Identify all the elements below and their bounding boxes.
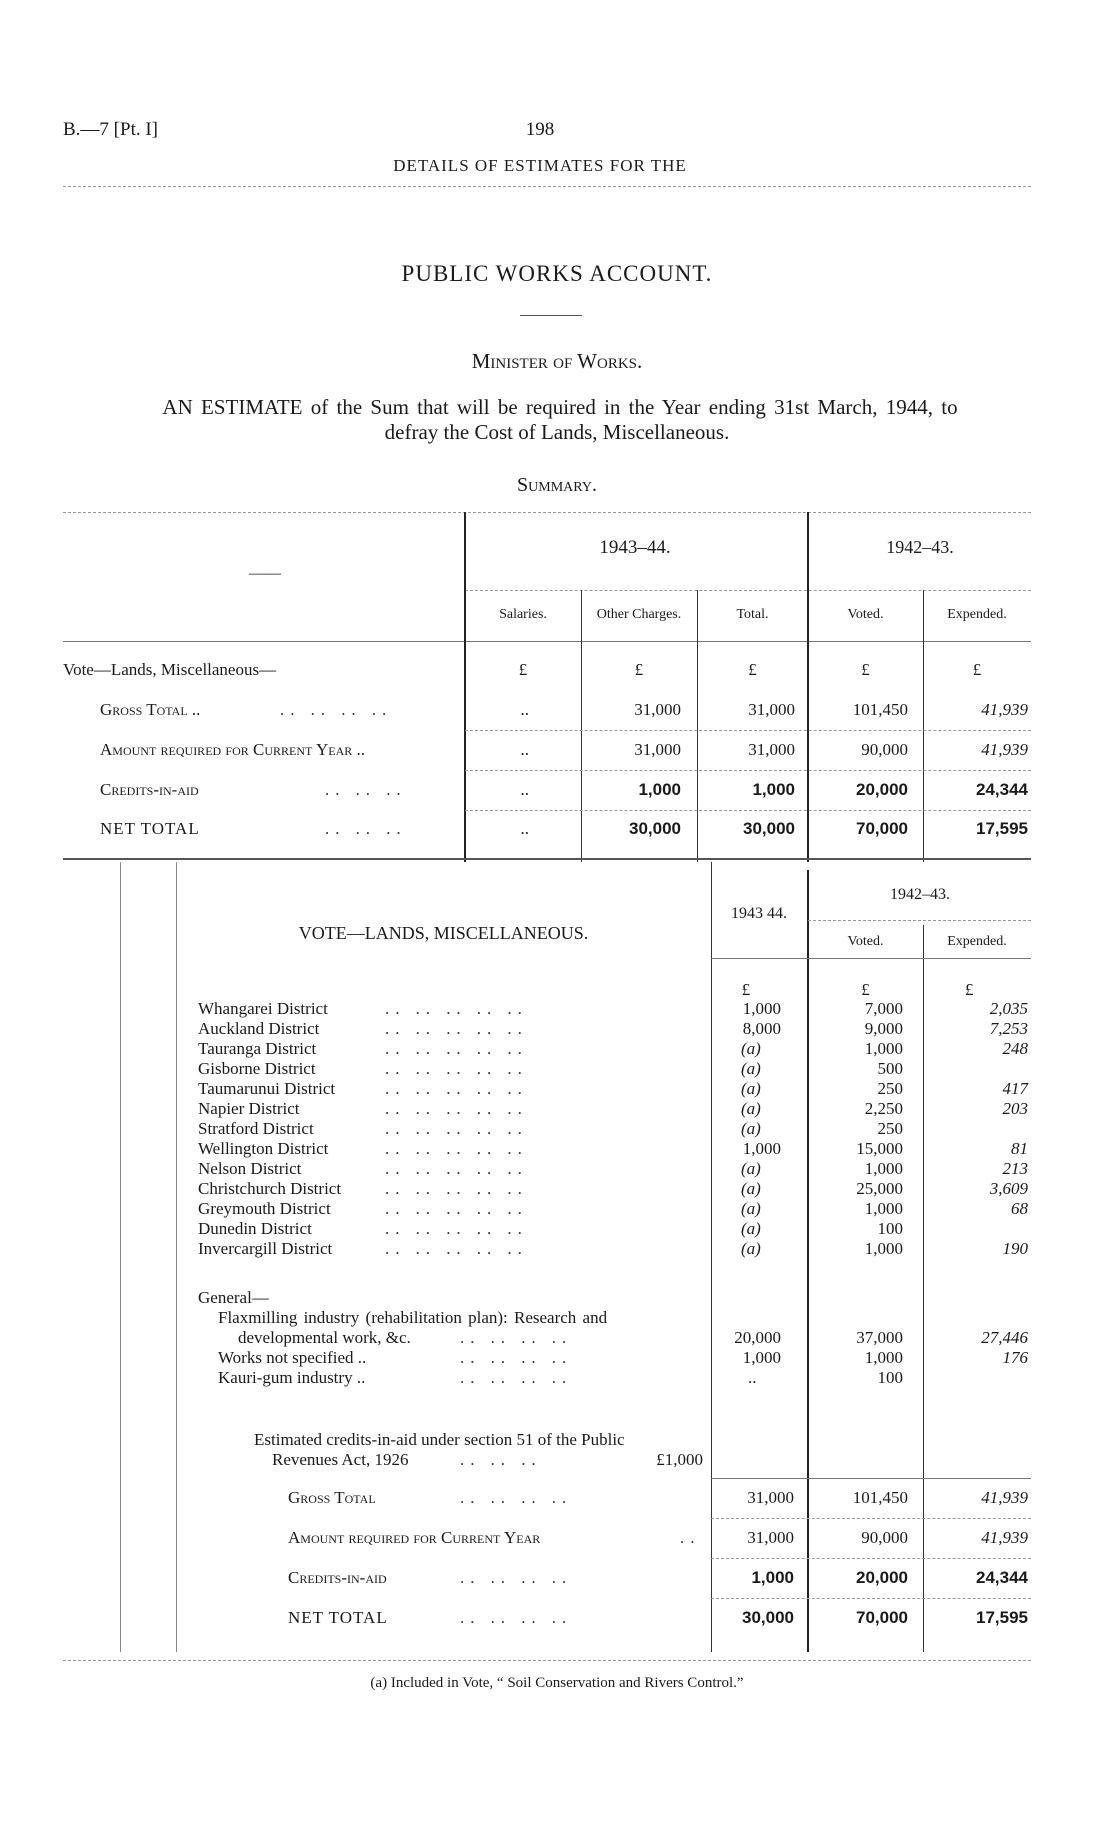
district-expended: 190: [1002, 1239, 1028, 1258]
currency-symbol: £: [965, 980, 974, 999]
summary-row-dots: .. .. ..: [325, 819, 407, 838]
currency-symbol: £: [861, 980, 870, 999]
district-name: Dunedin District: [198, 1219, 312, 1238]
summary-cell: 101,450: [852, 700, 908, 719]
row-dots: .. .. .. .. ..: [385, 1079, 528, 1098]
summary-cell: 17,595: [976, 819, 1028, 838]
row-dots: .. .. .. .. ..: [385, 1159, 528, 1178]
district-voted: 1,000: [864, 1159, 903, 1178]
detail-year-rule: [808, 920, 1031, 921]
total-expended: 17,595: [976, 1608, 1028, 1627]
summary-cell: 31,000: [748, 740, 795, 759]
district-voted: 15,000: [856, 1139, 903, 1158]
district-name: Invercargill District: [198, 1239, 333, 1258]
col-salaries: Salaries.: [499, 607, 547, 622]
summary-row-rule: [465, 770, 1031, 771]
district-expended: 248: [1002, 1039, 1028, 1058]
detail-vrule: [176, 862, 177, 1652]
total-label: NET TOTAL: [288, 1608, 388, 1627]
district-current: 8,000: [742, 1019, 781, 1038]
summary-heading: Summary.: [517, 474, 597, 496]
district-current: 1,000: [742, 1139, 781, 1158]
detail-heading: VOTE—LANDS, MISCELLANEOUS.: [298, 923, 589, 943]
detail-year-prev: 1942–43.: [890, 886, 950, 903]
minister-heading: Minister of Works.: [471, 349, 643, 373]
district-current: (a): [741, 1219, 761, 1238]
summary-cell: 31,000: [748, 700, 795, 719]
row-dots: .. .. .. ..: [460, 1488, 573, 1507]
row-dots: .. .. .. .. ..: [385, 1059, 528, 1078]
row-dots: .. .. .. .. ..: [385, 1139, 528, 1158]
footnote: (a) Included in Vote, “ Soil Conservation and Rivers Control.”: [370, 1675, 744, 1691]
summary-cell: 1,000: [638, 780, 681, 799]
row-dots: .. .. .. .. ..: [385, 1219, 528, 1238]
district-voted: 9,000: [864, 1019, 903, 1038]
district-voted: 1,000: [864, 1039, 903, 1058]
total-voted: 101,450: [852, 1488, 908, 1507]
row-dots: .. .. .. .. ..: [385, 1199, 528, 1218]
summary-cell: 41,939: [981, 700, 1028, 719]
district-expended: 81: [1011, 1139, 1028, 1158]
title-rule: [520, 315, 582, 316]
total-current: 1,000: [751, 1568, 794, 1587]
row-dots: .. .. .. .. ..: [385, 1099, 528, 1118]
district-name: Wellington District: [198, 1139, 329, 1158]
district-current: (a): [741, 1059, 761, 1078]
summary-row-label: Gross Total ..: [100, 700, 201, 719]
total-voted: 70,000: [856, 1608, 908, 1627]
total-current: 31,000: [747, 1488, 794, 1507]
credits-note-1: Estimated credits-in-aid under section 51 of the Public: [254, 1430, 625, 1449]
district-name: Napier District: [198, 1099, 300, 1118]
row-dots: .. .. .. ..: [460, 1328, 573, 1347]
summary-dash: ——: [249, 565, 281, 582]
summary-cell: 41,939: [981, 740, 1028, 759]
detail-bottom-rule: [63, 1660, 1031, 1661]
detail-vrule: [120, 862, 121, 1652]
summary-cell: ..: [520, 819, 529, 838]
col-other-charges: Other Charges.: [596, 607, 682, 622]
district-current: (a): [741, 1119, 761, 1138]
total-label: Credits-in-aid: [288, 1568, 387, 1587]
summary-header-rule: [63, 641, 1031, 642]
row-dots: .. .. ..: [460, 1450, 542, 1469]
district-voted: 500: [877, 1059, 903, 1078]
summary-vote-label: Vote—Lands, Miscellaneous—: [63, 660, 277, 679]
summary-row-dots: .. .. ..: [325, 780, 407, 799]
summary-year-prev: 1942–43.: [886, 537, 954, 557]
summary-year-current: 1943–44.: [599, 537, 671, 558]
detail-year-current: 1943 44.: [731, 905, 787, 922]
total-expended: 41,939: [981, 1528, 1028, 1547]
row-dots: .. .. .. ..: [460, 1568, 573, 1587]
detail-header-rule: [711, 958, 1031, 959]
summary-top-rule: [63, 512, 1031, 513]
totals-rule: [711, 1558, 1031, 1559]
district-voted: 1,000: [864, 1199, 903, 1218]
detail-col-expended: Expended.: [947, 934, 1007, 949]
district-voted: 2,250: [864, 1099, 903, 1118]
flax-label-1: Flaxmilling industry (rehabilitation plan): Research and: [218, 1308, 608, 1327]
total-expended: 24,344: [976, 1568, 1028, 1587]
summary-cell: 31,000: [634, 700, 681, 719]
currency-symbol: £: [972, 660, 982, 679]
row-dots: .. .. .. .. ..: [385, 1179, 528, 1198]
summary-row-dots: .. .. .. ..: [280, 700, 393, 719]
flax-expended: 27,446: [981, 1328, 1028, 1347]
summary-row-rule: [465, 810, 1031, 811]
col-expended: Expended.: [947, 607, 1007, 622]
credits-note-2: Revenues Act, 1926: [272, 1450, 409, 1469]
page-ref: B.—7 [Pt. I]: [63, 119, 158, 140]
summary-cell: ..: [520, 700, 529, 719]
district-name: Auckland District: [198, 1019, 320, 1038]
detail-col-voted: Voted.: [847, 934, 884, 949]
district-name: Stratford District: [198, 1119, 314, 1138]
row-dots: ..: [680, 1528, 701, 1547]
summary-cell: 20,000: [856, 780, 908, 799]
col-voted: Voted.: [847, 607, 884, 622]
page-number: 198: [525, 119, 555, 140]
currency-symbol: £: [861, 660, 870, 679]
total-voted: 90,000: [861, 1528, 908, 1547]
summary-cell: 24,344: [976, 780, 1028, 799]
district-expended: 3,609: [989, 1179, 1028, 1198]
summary-cell: 90,000: [861, 740, 908, 759]
estimate-line-2: defray the Cost of Lands, Miscellaneous.: [384, 420, 730, 444]
district-name: Taumarunui District: [198, 1079, 336, 1098]
summary-cell: 30,000: [629, 819, 681, 838]
kauri-voted: 100: [877, 1368, 903, 1387]
district-voted: 7,000: [864, 999, 903, 1018]
currency-symbol: £: [518, 660, 528, 679]
row-dots: .. .. .. ..: [460, 1348, 573, 1367]
flax-voted: 37,000: [856, 1328, 903, 1347]
page-title: PUBLIC WORKS ACCOUNT.: [401, 261, 713, 286]
district-current: (a): [741, 1079, 761, 1098]
flax-label-2: developmental work, &c.: [238, 1328, 411, 1347]
summary-cell: 30,000: [743, 819, 795, 838]
currency-symbol: £: [748, 660, 757, 679]
district-expended: 2,035: [989, 999, 1028, 1018]
currency-symbol: £: [741, 980, 751, 999]
district-current: (a): [741, 1239, 761, 1258]
district-voted: 250: [877, 1119, 903, 1138]
summary-row-label: NET TOTAL: [100, 819, 200, 838]
district-name: Christchurch District: [198, 1179, 342, 1198]
kauri-current: ..: [748, 1368, 757, 1387]
currency-symbol: £: [634, 660, 644, 679]
row-dots: .. .. .. .. ..: [385, 1019, 528, 1038]
district-current: 1,000: [742, 999, 781, 1018]
total-label: Amount required for Current Year: [288, 1528, 541, 1547]
summary-cell: ..: [520, 780, 529, 799]
district-voted: 1,000: [864, 1239, 903, 1258]
credits-note-amount: £1,000: [656, 1450, 703, 1469]
summary-year-rule: [465, 590, 1031, 591]
summary-row-label: Credits-in-aid: [100, 780, 199, 799]
totals-rule: [711, 1478, 1031, 1479]
total-current: 31,000: [747, 1528, 794, 1547]
district-expended: 213: [1002, 1159, 1028, 1178]
district-expended: 203: [1002, 1099, 1028, 1118]
district-name: Tauranga District: [198, 1039, 317, 1058]
district-current: (a): [741, 1159, 761, 1178]
header-rule: [63, 186, 1031, 187]
row-dots: .. .. .. .. ..: [385, 1119, 528, 1138]
summary-row-label: Amount required for Current Year ..: [100, 740, 366, 759]
district-expended: 7,253: [989, 1019, 1028, 1038]
summary-cell: 31,000: [634, 740, 681, 759]
row-dots: .. .. .. ..: [460, 1608, 573, 1627]
row-dots: .. .. .. .. ..: [385, 1039, 528, 1058]
district-voted: 100: [877, 1219, 903, 1238]
summary-row-rule: [465, 730, 1031, 731]
summary-bottom-rule: [63, 858, 1031, 860]
summary-cell: 1,000: [752, 780, 795, 799]
flax-current: 20,000: [734, 1328, 781, 1347]
district-name: Gisborne District: [198, 1059, 316, 1078]
district-name: Nelson District: [198, 1159, 302, 1178]
works-label: Works not specified ..: [218, 1348, 367, 1367]
row-dots: .. .. .. .. ..: [385, 999, 528, 1018]
totals-rule: [711, 1518, 1031, 1519]
general-label: General—: [198, 1288, 269, 1307]
col-total: Total.: [736, 607, 769, 622]
totals-rule: [711, 1598, 1031, 1599]
works-current: 1,000: [742, 1348, 781, 1367]
district-current: (a): [741, 1199, 761, 1218]
district-expended: 417: [1002, 1079, 1028, 1098]
kauri-label: Kauri-gum industry ..: [218, 1368, 366, 1387]
district-current: (a): [741, 1179, 761, 1198]
estimate-line-1: AN ESTIMATE of the Sum that will be required in the Year ending 31st March, 1944, to: [162, 395, 958, 419]
works-expended: 176: [1002, 1348, 1028, 1367]
row-dots: .. .. .. .. ..: [385, 1239, 528, 1258]
summary-cell: 70,000: [856, 819, 908, 838]
district-voted: 25,000: [856, 1179, 903, 1198]
total-current: 30,000: [742, 1608, 794, 1627]
total-label: Gross Total: [288, 1488, 376, 1507]
total-expended: 41,939: [981, 1488, 1028, 1507]
district-current: (a): [741, 1099, 761, 1118]
running-title: DETAILS OF ESTIMATES FOR THE: [393, 156, 687, 175]
works-voted: 1,000: [864, 1348, 903, 1367]
summary-cell: ..: [520, 740, 529, 759]
total-voted: 20,000: [856, 1568, 908, 1587]
district-expended: 68: [1011, 1199, 1028, 1218]
district-voted: 250: [877, 1079, 903, 1098]
row-dots: .. .. .. ..: [460, 1368, 573, 1387]
district-name: Whangarei District: [198, 999, 328, 1018]
district-name: Greymouth District: [198, 1199, 331, 1218]
district-current: (a): [741, 1039, 761, 1058]
